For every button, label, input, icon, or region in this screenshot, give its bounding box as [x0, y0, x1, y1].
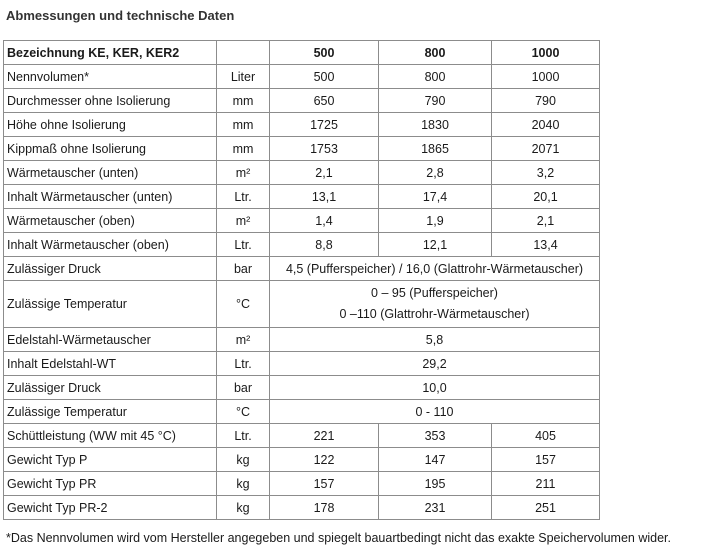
row-value: 2,8	[379, 161, 492, 185]
row-value: 147	[379, 448, 492, 472]
header-col-500: 500	[270, 41, 379, 65]
table-row	[4, 496, 600, 520]
row-unit: Ltr.	[217, 424, 270, 448]
row-unit: mm	[217, 137, 270, 161]
row-label: Zulässige Temperatur	[4, 400, 217, 424]
row-unit: m²	[217, 161, 270, 185]
header-col-800: 800	[379, 41, 492, 65]
row-unit: bar	[217, 257, 270, 281]
specs-table	[3, 40, 600, 520]
row-unit: Ltr.	[217, 233, 270, 257]
row-label: Zulässiger Druck	[4, 257, 217, 281]
footnote: *Das Nennvolumen wird vom Hersteller angegeben und spiegelt bauartbedingt nicht das exakte Speichervolumen wider.	[6, 531, 671, 545]
row-unit: °C	[217, 400, 270, 424]
row-value: 251	[492, 496, 600, 520]
row-label: Gewicht Typ PR	[4, 472, 217, 496]
row-label: Inhalt Wärmetauscher (oben)	[4, 233, 217, 257]
row-label: Nennvolumen*	[4, 65, 217, 89]
row-unit: m²	[217, 209, 270, 233]
row-value: 1753	[270, 137, 379, 161]
row-value: 790	[379, 89, 492, 113]
row-merged-value: 0 - 110	[270, 400, 600, 424]
row-label: Durchmesser ohne Isolierung	[4, 89, 217, 113]
row-label: Inhalt Edelstahl-WT	[4, 352, 217, 376]
table-row	[4, 400, 600, 424]
row-value: 157	[492, 448, 600, 472]
row-label: Höhe ohne Isolierung	[4, 113, 217, 137]
row-label: Zulässige Temperatur	[4, 281, 217, 328]
table-row	[4, 113, 600, 137]
row-value: 17,4	[379, 185, 492, 209]
header-unit	[217, 41, 270, 65]
row-label: Gewicht Typ P	[4, 448, 217, 472]
row-unit: kg	[217, 496, 270, 520]
row-label: Inhalt Wärmetauscher (unten)	[4, 185, 217, 209]
row-value: 13,4	[492, 233, 600, 257]
merged-value-line-2: 0 –110 (Glattrohr-Wärmetauscher)	[339, 307, 530, 321]
row-value: 1865	[379, 137, 492, 161]
row-value: 12,1	[379, 233, 492, 257]
row-label: Zulässiger Druck	[4, 376, 217, 400]
row-label: Wärmetauscher (oben)	[4, 209, 217, 233]
row-merged-value	[270, 281, 600, 328]
row-value: 231	[379, 496, 492, 520]
row-label: Kippmaß ohne Isolierung	[4, 137, 217, 161]
row-label: Schüttleistung (WW mit 45 °C)	[4, 424, 217, 448]
merged-value-line-1: 0 – 95 (Pufferspeicher)	[371, 286, 498, 300]
row-value: 20,1	[492, 185, 600, 209]
row-value: 500	[270, 65, 379, 89]
row-value: 3,2	[492, 161, 600, 185]
row-value: 2,1	[492, 209, 600, 233]
row-value: 405	[492, 424, 600, 448]
table-row	[4, 137, 600, 161]
header-col-1000: 1000	[492, 41, 600, 65]
row-unit: kg	[217, 472, 270, 496]
table-row	[4, 233, 600, 257]
table-row	[4, 281, 600, 328]
row-unit: mm	[217, 113, 270, 137]
table-row	[4, 328, 600, 352]
row-merged-value: 5,8	[270, 328, 600, 352]
row-unit: Liter	[217, 65, 270, 89]
row-unit: mm	[217, 89, 270, 113]
table-row	[4, 352, 600, 376]
row-value: 2071	[492, 137, 600, 161]
row-value: 178	[270, 496, 379, 520]
table-row	[4, 257, 600, 281]
table-row	[4, 376, 600, 400]
row-unit: kg	[217, 448, 270, 472]
table-row	[4, 448, 600, 472]
table-row	[4, 65, 600, 89]
row-value: 1830	[379, 113, 492, 137]
table-row	[4, 185, 600, 209]
row-unit: Ltr.	[217, 352, 270, 376]
row-value: 211	[492, 472, 600, 496]
table-header-row	[4, 41, 600, 65]
row-value: 221	[270, 424, 379, 448]
row-value: 650	[270, 89, 379, 113]
row-value: 800	[379, 65, 492, 89]
row-value: 1000	[492, 65, 600, 89]
row-value: 1,9	[379, 209, 492, 233]
row-unit: bar	[217, 376, 270, 400]
table-row	[4, 424, 600, 448]
row-value: 122	[270, 448, 379, 472]
row-value: 1725	[270, 113, 379, 137]
row-label: Edelstahl-Wärmetauscher	[4, 328, 217, 352]
row-label: Gewicht Typ PR-2	[4, 496, 217, 520]
row-merged-value: 29,2	[270, 352, 600, 376]
row-value: 353	[379, 424, 492, 448]
row-value: 13,1	[270, 185, 379, 209]
row-value: 157	[270, 472, 379, 496]
table-row	[4, 89, 600, 113]
row-value: 790	[492, 89, 600, 113]
row-label: Wärmetauscher (unten)	[4, 161, 217, 185]
row-value: 2,1	[270, 161, 379, 185]
row-merged-value: 4,5 (Pufferspeicher) / 16,0 (Glattrohr-Wärmetauscher)	[270, 257, 600, 281]
row-unit: m²	[217, 328, 270, 352]
row-unit: Ltr.	[217, 185, 270, 209]
row-value: 1,4	[270, 209, 379, 233]
table-row	[4, 472, 600, 496]
header-label: Bezeichnung KE, KER, KER2	[4, 41, 217, 65]
table-row	[4, 161, 600, 185]
row-unit: °C	[217, 281, 270, 328]
table-row	[4, 209, 600, 233]
row-value: 195	[379, 472, 492, 496]
row-value: 8,8	[270, 233, 379, 257]
row-value: 2040	[492, 113, 600, 137]
section-title: Abmessungen und technische Daten	[6, 8, 235, 23]
row-merged-value: 10,0	[270, 376, 600, 400]
